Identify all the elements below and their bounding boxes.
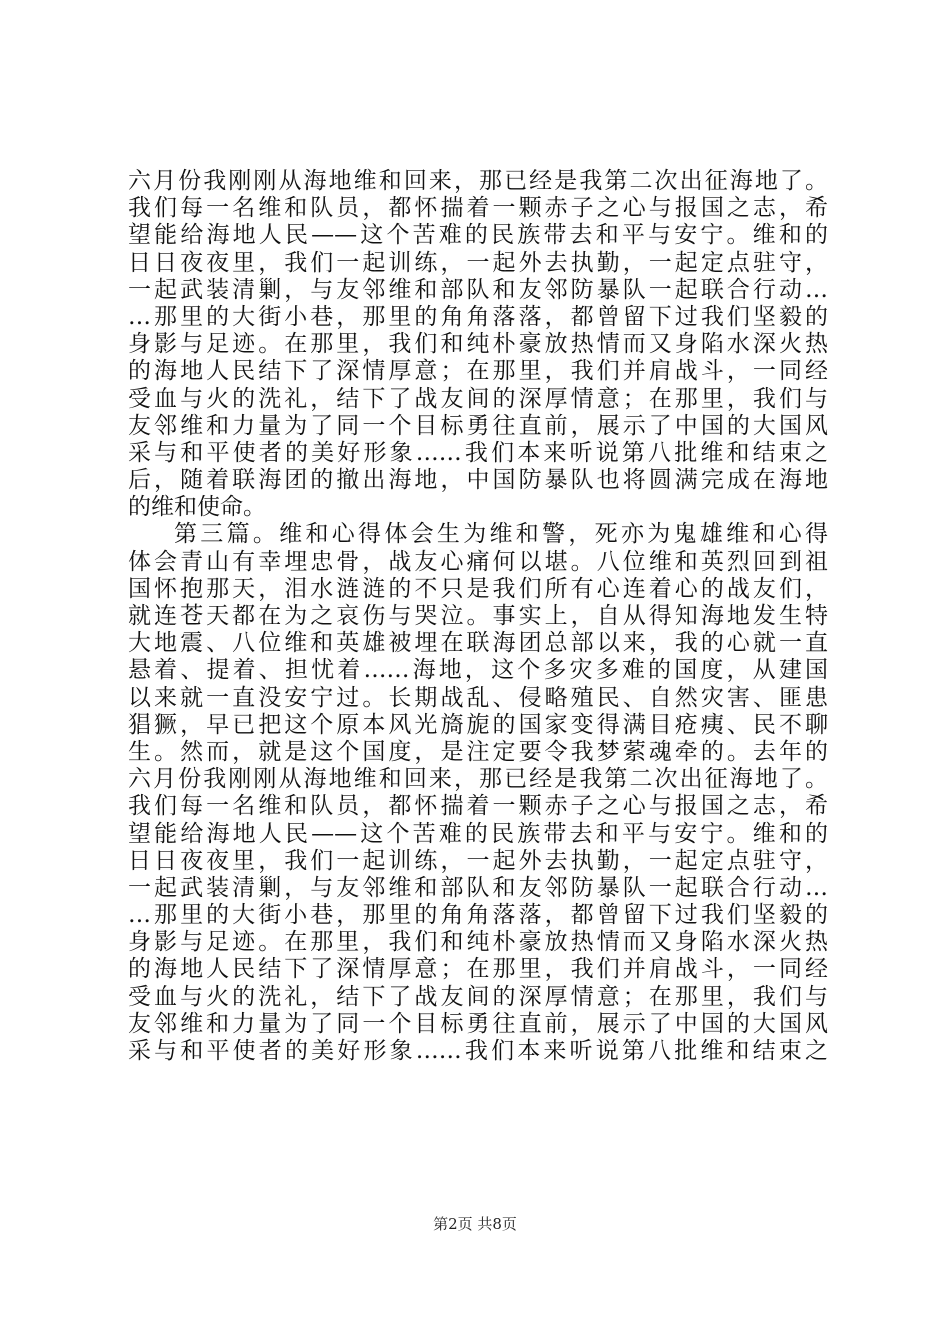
text-line: 采与和平使者的美好形象……我们本来听说第八批维和结束之	[128, 439, 828, 466]
text-line: 以来就一直没安宁过。长期战乱、侵略殖民、自然灾害、匪患	[128, 684, 828, 711]
text-line: 六月份我刚刚从海地维和回来，那已经是我第二次出征海地了。	[128, 168, 828, 194]
text-line: 六月份我刚刚从海地维和回来，那已经是我第二次出征海地了。	[128, 766, 828, 793]
text-line: 望能给海地人民——这个苦难的民族带去和平与安宁。维和的	[128, 222, 828, 249]
text-line: 一起武装清剿，与友邻维和部队和友邻防暴队一起联合行动…	[128, 874, 828, 901]
text-line: 我们每一名维和队员，都怀揣着一颗赤子之心与报国之志，希	[128, 793, 828, 820]
text-line: 的海地人民结下了深情厚意；在那里，我们并肩战斗，一同经	[128, 358, 828, 385]
text-line: 日日夜夜里，我们一起训练，一起外去执勤，一起定点驻守，	[128, 847, 828, 874]
text-line: 就连苍天都在为之哀伤与哭泣。事实上，自从得知海地发生特	[128, 603, 828, 629]
text-line: …那里的大街小巷，那里的角角落落，都曾留下过我们坚毅的	[128, 902, 828, 929]
text-line: 悬着、提着、担忧着……海地，这个多灾多难的国度，从建国	[128, 657, 828, 684]
text-line: 我们每一名维和队员，都怀揣着一颗赤子之心与报国之志，希	[128, 195, 828, 222]
text-line: 望能给海地人民——这个苦难的民族带去和平与安宁。维和的	[128, 820, 828, 847]
text-line: 友邻维和力量为了同一个目标勇往直前，展示了中国的大国风	[128, 412, 828, 439]
text-line: 猖獗，早已把这个原本风光旖旎的国家变得满目疮痍、民不聊	[128, 711, 828, 738]
text-line: 友邻维和力量为了同一个目标勇往直前，展示了中国的大国风	[128, 1010, 828, 1037]
text-line: 采与和平使者的美好形象……我们本来听说第八批维和结束之	[128, 1038, 828, 1064]
text-line: 后，随着联海团的撤出海地，中国防暴队也将圆满完成在海地	[128, 467, 828, 494]
text-line: 身影与足迹。在那里，我们和纯朴豪放热情而又身陷水深火热	[128, 331, 828, 358]
text-line: 身影与足迹。在那里，我们和纯朴豪放热情而又身陷水深火热	[128, 929, 828, 956]
text-line: …那里的大街小巷，那里的角角落落，都曾留下过我们坚毅的	[128, 303, 828, 330]
section-heading-line: 第三篇。维和心得体会生为维和警，死亦为鬼雄维和心得	[174, 521, 828, 548]
document-body	[128, 168, 828, 1065]
text-line: 受血与火的洗礼，结下了战友间的深厚情意；在那里，我们与	[128, 385, 828, 412]
text-line: 一起武装清剿，与友邻维和部队和友邻防暴队一起联合行动…	[128, 276, 828, 303]
text-line: 大地震、八位维和英雄被埋在联海团总部以来，我的心就一直	[128, 630, 828, 657]
text-line: 生。然而，就是这个国度，是注定要令我梦萦魂牵的。去年的	[128, 738, 828, 765]
paragraph-end-line: 的维和使命。	[128, 494, 266, 521]
text-line: 日日夜夜里，我们一起训练，一起外去执勤，一起定点驻守，	[128, 249, 828, 276]
page-number-footer: 第2页 共8页	[433, 1215, 517, 1233]
text-line: 受血与火的洗礼，结下了战友间的深厚情意；在那里，我们与	[128, 983, 828, 1010]
text-line: 国怀抱那天，泪水涟涟的不只是我们所有心连着心的战友们，	[128, 575, 828, 602]
text-line: 体会青山有幸埋忠骨，战友心痛何以堪。八位维和英烈回到祖	[128, 548, 828, 575]
text-line: 的海地人民结下了深情厚意；在那里，我们并肩战斗，一同经	[128, 956, 828, 983]
